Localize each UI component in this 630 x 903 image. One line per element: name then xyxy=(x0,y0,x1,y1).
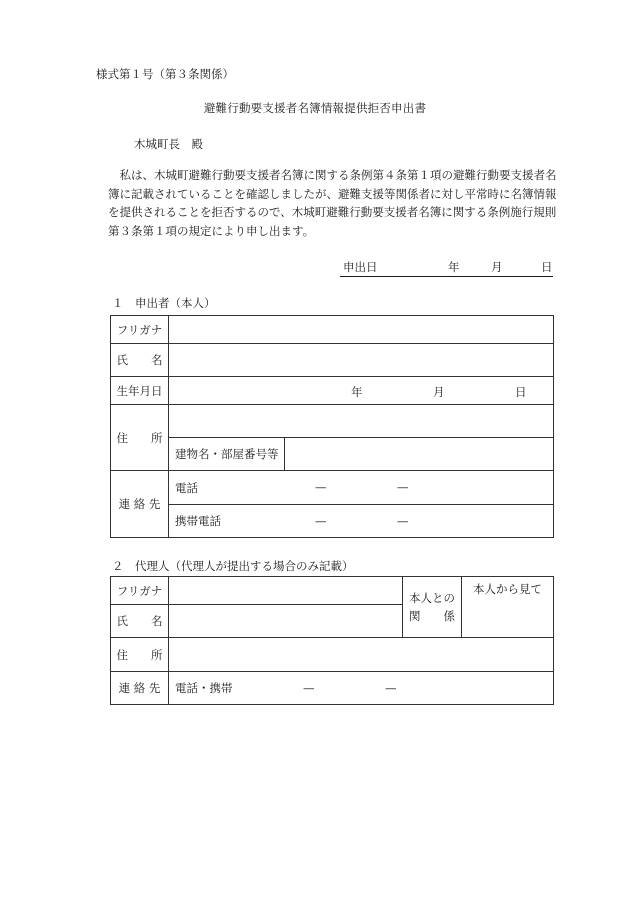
furigana-label: フリガナ xyxy=(111,316,169,344)
date-label: 申出日 xyxy=(343,260,378,274)
relation-field[interactable] xyxy=(462,577,554,638)
phone-label: 電話 xyxy=(175,480,198,495)
proxy-address-label: 住 所 xyxy=(111,638,169,672)
proxy-name-label: 氏 名 xyxy=(111,605,169,638)
birth-day-label: 日 xyxy=(515,385,527,399)
birth-month-label: 月 xyxy=(433,385,445,399)
relation-label-line2: 関 係 xyxy=(409,609,455,623)
section1-heading: １ 申出者（本人） xyxy=(112,296,216,310)
proxy-phone-dash-1: — xyxy=(303,681,315,695)
relation-value: 本人から見て xyxy=(473,582,542,596)
date-month-label: 月 xyxy=(491,260,503,274)
proxy-phone-dash-2: — xyxy=(385,681,397,695)
name-label: 氏 名 xyxy=(111,344,169,377)
proxy-furigana-label: フリガナ xyxy=(111,577,169,605)
contact-label: 連 絡 先 xyxy=(111,471,169,538)
applicant-phone-field[interactable] xyxy=(169,471,554,505)
submission-date-line[interactable] xyxy=(340,259,553,277)
applicant-mobile-field[interactable] xyxy=(169,505,554,538)
applicant-furigana-field[interactable] xyxy=(169,316,554,344)
proxy-name-field[interactable] xyxy=(169,605,403,638)
proxy-table xyxy=(110,576,554,705)
body-paragraph: 私は、木城町避難行動要支援者名簿に関する条例第４条第１項の避難行動要支援者名簿に記載されていることを確認しましたが、避難支援等関係者に対し平常時に名簿情報を提供されることを拒否するので、木城町避難行動要支援者名簿に関する条例施行規則第３条第１項の規定により申し出ます。 xyxy=(108,168,557,238)
building-label: 建物名・部屋番号等 xyxy=(169,438,285,471)
phone-dash-1: — xyxy=(315,480,327,494)
addressee: 木城町長 殿 xyxy=(134,137,203,151)
relation-label xyxy=(403,577,462,638)
applicant-building-field[interactable] xyxy=(285,438,554,471)
birth-year-label: 年 xyxy=(351,385,363,399)
proxy-phone-field[interactable] xyxy=(169,672,554,705)
proxy-contact-label: 連 絡 先 xyxy=(111,672,169,705)
section2-heading: ２ 代理人（代理人が提出する場合のみ記載） xyxy=(112,559,354,573)
proxy-phone-label: 電話・携帯 xyxy=(175,681,233,695)
applicant-address-field[interactable] xyxy=(169,405,554,438)
mobile-dash-1: — xyxy=(315,514,327,528)
applicant-table xyxy=(110,315,554,538)
applicant-birthdate-field[interactable] xyxy=(169,377,554,405)
phone-dash-2: — xyxy=(397,480,409,494)
mobile-dash-2: — xyxy=(397,514,409,528)
relation-label-line1: 本人との xyxy=(409,591,455,605)
mobile-label: 携帯電話 xyxy=(175,514,221,528)
proxy-address-field[interactable] xyxy=(169,638,554,672)
document-title: 避難行動要支援者名簿情報提供拒否申出書 xyxy=(203,101,427,115)
form-number: 様式第１号（第３条関係） xyxy=(96,67,234,81)
address-label: 住 所 xyxy=(111,405,169,471)
birthdate-label: 生年月日 xyxy=(111,377,169,405)
applicant-name-field[interactable] xyxy=(169,344,554,377)
date-day-label: 日 xyxy=(541,260,553,274)
date-year-label: 年 xyxy=(448,260,460,274)
proxy-furigana-field[interactable] xyxy=(169,577,403,605)
